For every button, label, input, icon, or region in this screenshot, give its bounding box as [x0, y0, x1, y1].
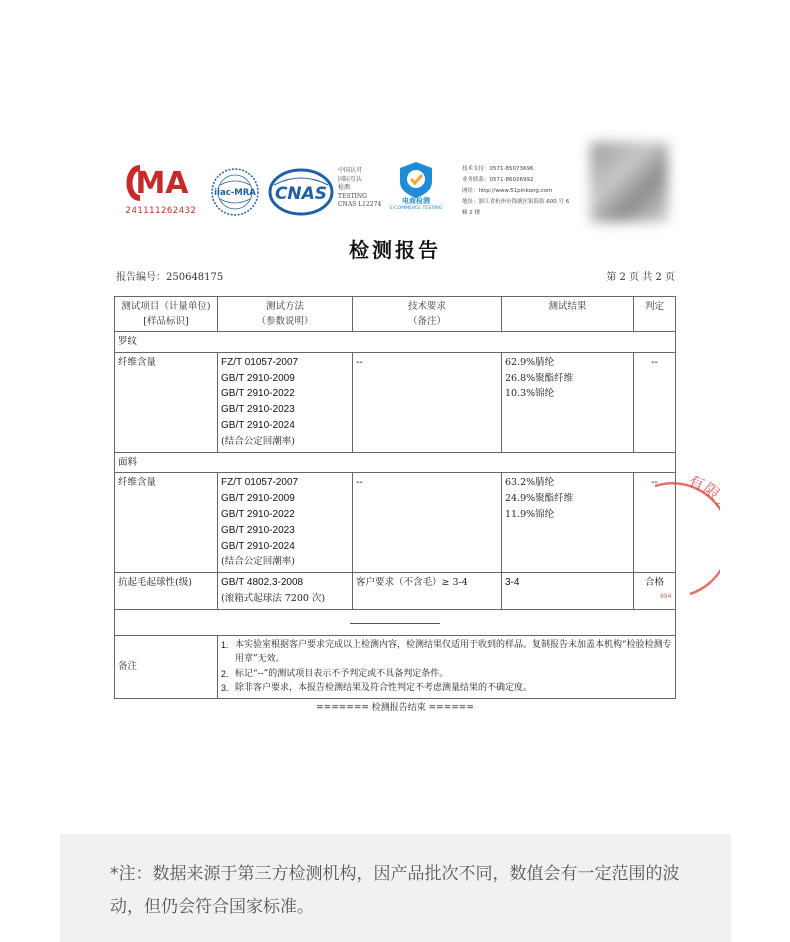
requirement: 客户要求（不含毛）≥ 3-4	[353, 573, 502, 610]
blurred-qr-code	[590, 142, 668, 222]
test-result	[502, 473, 634, 573]
header-line: [样品标识]	[143, 316, 189, 327]
method-line: GB/T 2910-2024	[221, 540, 295, 552]
requirement: --	[353, 352, 502, 452]
cnas-line: 中国认可	[338, 167, 363, 174]
table-row	[115, 473, 676, 573]
header-cell	[218, 297, 353, 332]
method-note: (结合公定回潮率)	[221, 556, 295, 568]
method-line: GB/T 2910-2023	[221, 404, 295, 416]
notes-label: 备注	[115, 635, 218, 698]
ecommerce-testing-logo	[388, 160, 444, 222]
cnas-line: CNAS L12274	[338, 201, 382, 209]
judgement: --	[634, 473, 676, 573]
header-line: 测试方法	[265, 301, 304, 312]
result-line: 62.9%腈纶	[505, 356, 555, 368]
method-note: (滚箱式起球法 7200 次)	[221, 592, 326, 604]
contact-line: 网址：http://www.51pinkong.com	[462, 188, 553, 194]
table-row	[115, 573, 676, 610]
test-method	[218, 473, 353, 573]
seal-code: 894	[660, 593, 672, 600]
method-line: GB/T 2910-2022	[221, 388, 295, 400]
header-line: 技术要求	[407, 301, 446, 312]
report-number	[116, 268, 223, 283]
note-number: 1.	[221, 639, 229, 650]
test-result	[502, 352, 634, 452]
cma-text: MA	[135, 166, 189, 201]
report-number-value: 250648175	[166, 272, 224, 283]
contact-line: 业务联系：0571-86026992	[462, 177, 534, 183]
report-header	[118, 150, 678, 225]
test-method	[218, 352, 353, 452]
header-line: 测试结果	[548, 301, 587, 312]
result-line: 11.9%锦纶	[505, 508, 555, 520]
section-name: 面料	[115, 452, 676, 473]
judgement: 合格	[634, 573, 676, 610]
seal-text	[685, 476, 720, 531]
note-number: 3.	[221, 683, 229, 694]
cma-number: 241111262432	[125, 206, 197, 216]
separator-line	[350, 623, 440, 624]
method-line: FZ/T 01057-2007	[221, 356, 299, 368]
method-line: GB/T 2910-2023	[221, 524, 295, 536]
test-item: 纤维含量	[115, 352, 218, 452]
method-line: GB/T 2910-2009	[221, 372, 295, 384]
result-line: 26.8%聚酯纤维	[505, 372, 574, 384]
method-line: FZ/T 01057-2007	[221, 477, 299, 489]
table-header-row	[115, 297, 676, 332]
note-item	[221, 667, 672, 682]
cnas-caption	[338, 167, 388, 210]
cnas-text: CNAS	[274, 184, 328, 204]
notes-content	[218, 635, 676, 698]
method-line: GB/T 2910-2009	[221, 493, 295, 505]
contact-info	[462, 164, 592, 219]
result-line: 24.9%聚酯纤维	[505, 493, 574, 505]
test-item: 抗起毛起球性(级)	[115, 573, 218, 610]
test-method	[218, 573, 353, 610]
result-line: 10.3%锦纶	[505, 388, 555, 400]
report-end-marker: ======= 检测报告结束 ======	[316, 703, 474, 713]
judgement: --	[634, 352, 676, 452]
note-item	[221, 681, 672, 696]
test-item: 纤维含量	[115, 473, 218, 573]
note-number: 2.	[221, 668, 229, 679]
note-item	[221, 638, 672, 667]
header-line: 测试项目（计量单位)	[121, 301, 211, 312]
method-line: GB/T 2910-2022	[221, 508, 295, 520]
notes-row	[115, 635, 676, 698]
method-line: GB/T 4802.3-2008	[221, 577, 304, 589]
ecommerce-sub-label: E-COMMERCE TESTING	[389, 206, 443, 211]
ilac-text: ilac-MRA	[214, 188, 256, 198]
report-title: 检测报告	[349, 238, 441, 262]
section-name: 罗纹	[115, 332, 676, 353]
cnas-logo	[268, 167, 334, 217]
cnas-line: 检测	[338, 184, 351, 192]
contact-line: 地址：浙江省杭州市钱塘区银海街 600 号 6	[462, 199, 570, 205]
cnas-line: 国际互认	[338, 175, 363, 183]
disclaimer-note: *注：数据来源于第三方检测机构，因产品批次不同，数值会有一定范围的波动，但仍会符合国家标准。	[60, 834, 731, 942]
ecommerce-label: 电商检测	[402, 197, 430, 205]
section-row	[115, 332, 676, 353]
header-line: （参数说明）	[256, 316, 314, 327]
header-cell	[353, 297, 502, 332]
requirement: --	[353, 473, 502, 573]
note-text: 除非客户要求，本报告检测结果及符合性判定不考虑测量结果的不确定度。	[235, 683, 533, 694]
page-indicator: 第 2 页 共 2 页	[606, 272, 675, 283]
note-text: 本实验室根据客户要求完成以上检测内容，检测结果仅适用于收到的样品。复制报告未加盖本机构“检验检测专用章”无效。	[235, 639, 672, 665]
ilac-mra-logo	[210, 167, 260, 217]
note-text: 标记“--”的测试项目表示不予判定或不具备判定条件。	[235, 668, 449, 679]
results-table	[114, 296, 676, 699]
separator-cell	[115, 609, 676, 635]
contact-line: 技术支持：0571-85073696	[462, 166, 534, 172]
table-row	[115, 352, 676, 452]
cnas-line: TESTING	[338, 192, 367, 200]
header-line: （备注）	[407, 316, 446, 327]
test-result: 3-4	[502, 573, 634, 610]
header-cell	[115, 297, 218, 332]
report-number-label: 报告编号：	[116, 272, 166, 283]
contact-line: 幢 2 楼	[462, 210, 480, 216]
result-line: 63.2%腈纶	[505, 477, 555, 489]
method-note: (结合公定回潮率)	[221, 435, 295, 447]
seal-text-path: 有	[685, 476, 708, 495]
separator-row	[115, 609, 676, 635]
header-line: 判定	[644, 301, 664, 312]
header-cell	[502, 297, 634, 332]
method-line: GB/T 2910-2024	[221, 419, 295, 431]
section-row	[115, 452, 676, 473]
header-cell	[634, 297, 676, 332]
